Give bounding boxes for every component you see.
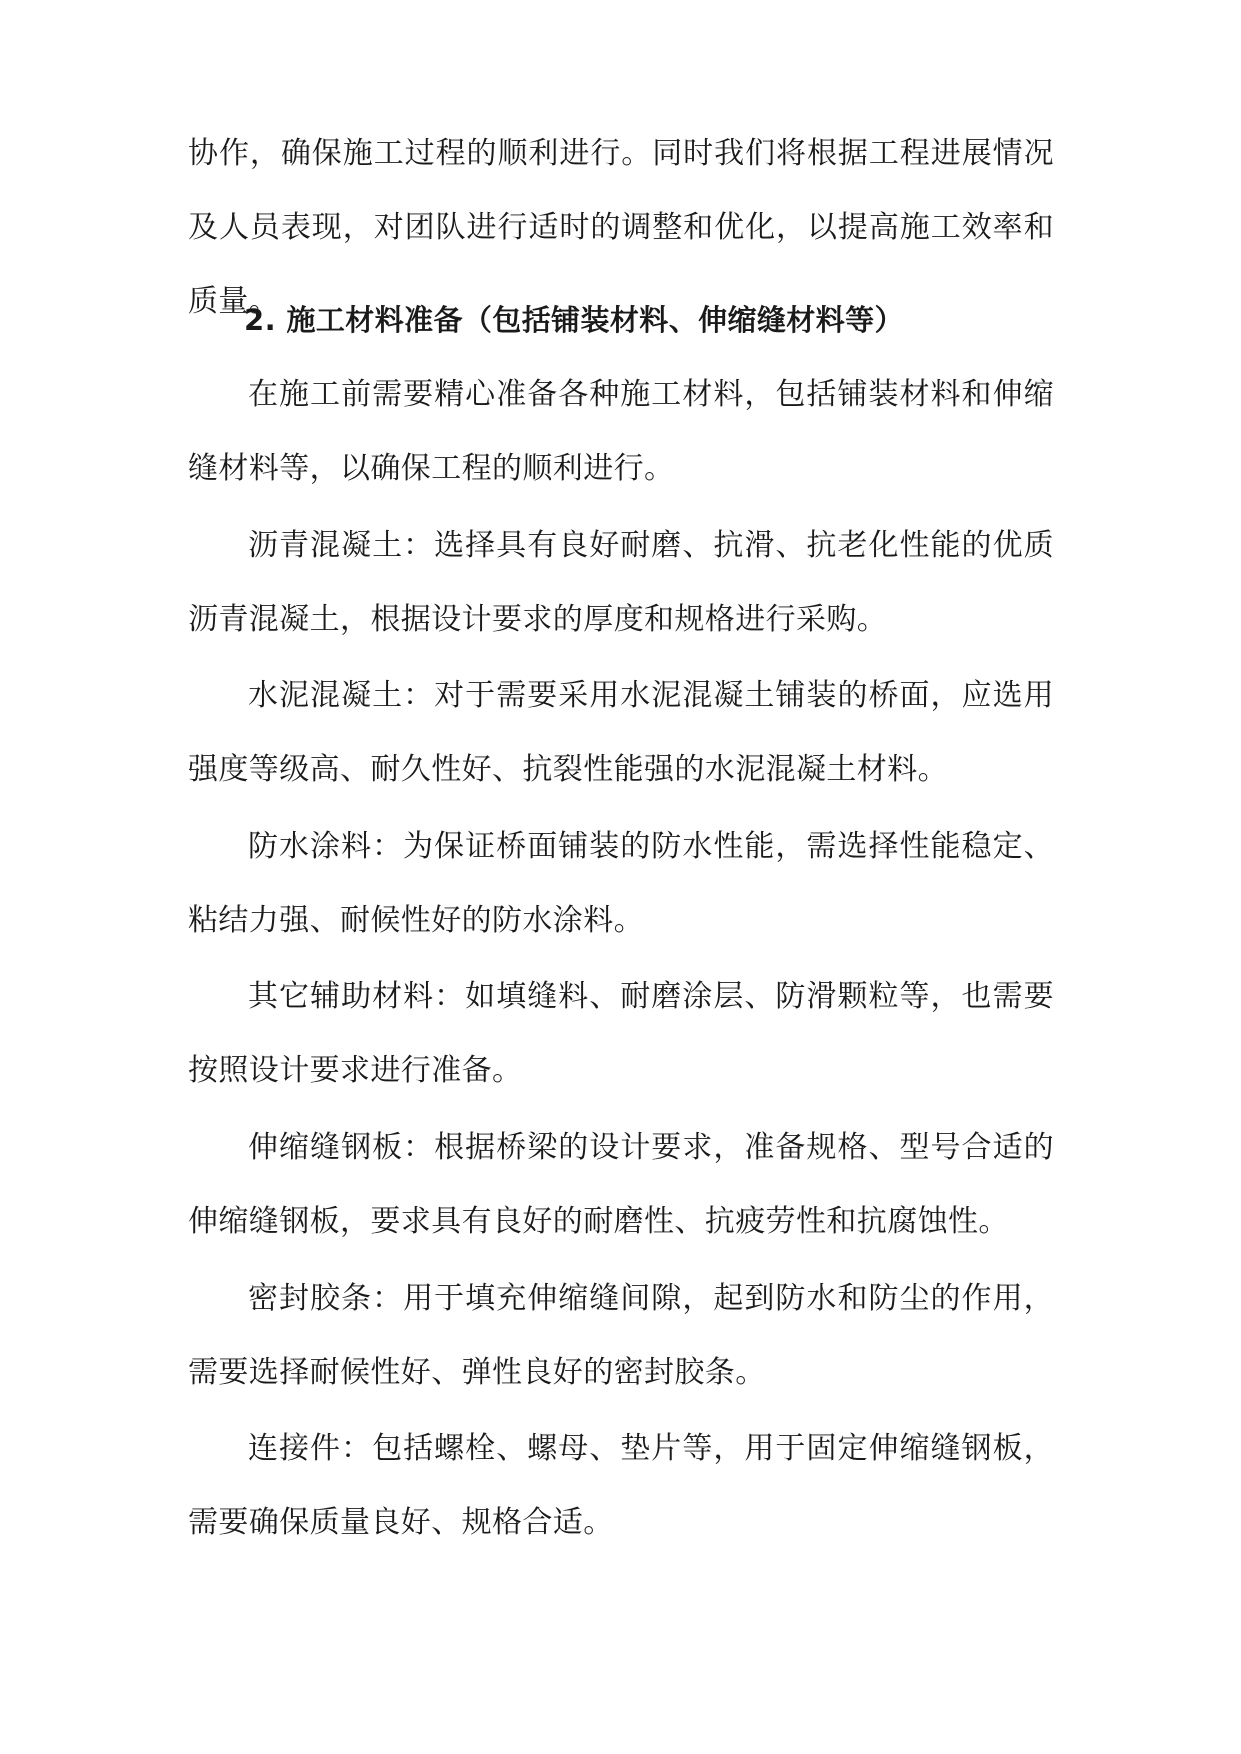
steel-plate-paragraph: 伸缩缝钢板：根据桥梁的设计要求，准备规格、型号合适的伸缩缝钢板，要求具有良好的耐磨性、抗疲劳性和抗腐蚀性。 xyxy=(188,1130,1054,1239)
connectors-paragraph: 连接件：包括螺栓、螺母、垫片等，用于固定伸缩缝钢板，需要确保质量良好、规格合适。 xyxy=(188,1431,1054,1540)
text-block-seal xyxy=(188,1262,1054,1410)
auxiliary-paragraph: 其它辅助材料：如填缝料、耐磨涂层、防滑颗粒等，也需要按照设计要求进行准备。 xyxy=(188,979,1054,1088)
text-block-cement xyxy=(188,659,1054,807)
text-block-auxiliary xyxy=(188,960,1054,1108)
text-block-waterproof xyxy=(188,810,1054,958)
cement-paragraph: 水泥混凝土：对于需要采用水泥混凝土铺装的桥面，应选用强度等级高、耐久性好、抗裂性能强的水泥混凝土材料。 xyxy=(188,678,1054,787)
continuation-paragraph: 协作，确保施工过程的顺利进行。同时我们将根据工程进展情况及人员表现，对团队进行适时的调整和优化，以提高施工效率和质量。 xyxy=(188,136,1054,319)
seal-paragraph: 密封胶条：用于填充伸缩缝间隙，起到防水和防尘的作用，需要选择耐候性好、弹性良好的密封胶条。 xyxy=(188,1281,1054,1390)
section-heading: 2. 施工材料准备（包括铺装材料、伸缩缝材料等） xyxy=(244,303,904,337)
text-block-heading xyxy=(188,283,1054,357)
text-block-intro xyxy=(188,358,1054,506)
waterproof-paragraph: 防水涂料：为保证桥面铺装的防水性能，需选择性能稳定、粘结力强、耐候性好的防水涂料。 xyxy=(188,829,1054,938)
text-block-asphalt xyxy=(188,509,1054,657)
asphalt-paragraph: 沥青混凝土：选择具有良好耐磨、抗滑、抗老化性能的优质沥青混凝土，根据设计要求的厚度和规格进行采购。 xyxy=(188,528,1054,637)
text-block-steel-plate xyxy=(188,1111,1054,1259)
intro-paragraph: 在施工前需要精心准备各种施工材料，包括铺装材料和伸缩缝材料等，以确保工程的顺利进行。 xyxy=(188,377,1054,486)
text-block-connectors xyxy=(188,1412,1054,1560)
